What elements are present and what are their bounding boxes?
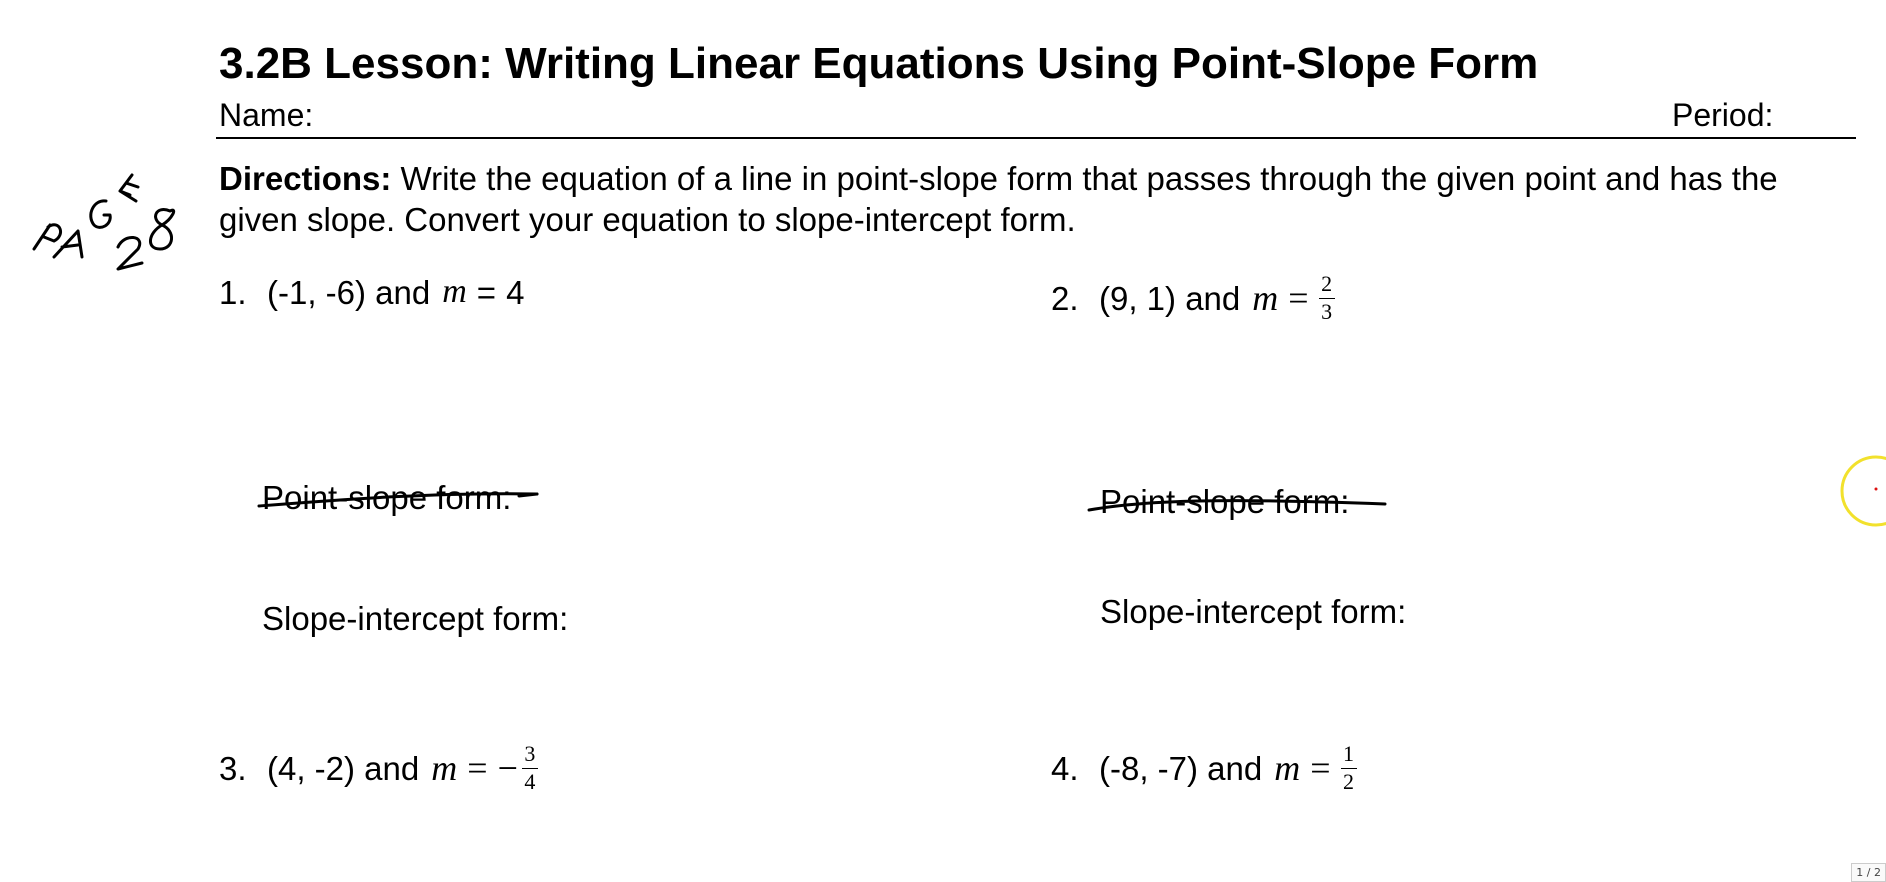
slope-value: 4 [506, 273, 525, 311]
slope-fraction [522, 743, 538, 793]
handwritten-page-note [20, 145, 180, 275]
problem-3 [219, 738, 538, 798]
header-rule [216, 137, 1856, 139]
page-indicator: 1 / 2 [1851, 863, 1886, 882]
fraction-denominator: 2 [1343, 769, 1355, 794]
point-slope-label: Point-slope form: [262, 479, 512, 516]
equals-sign: = [1288, 278, 1309, 318]
slope-variable: m [1274, 748, 1301, 788]
directions [219, 158, 1849, 240]
directions-heading: Directions: [219, 160, 392, 197]
cursor-dot [1875, 488, 1878, 491]
problem-point: (-8, -7) and [1099, 749, 1263, 787]
directions-text: Write the equation of a line in point-slope form that passes through the given point and has the given slope. Convert your equation to slope-intercept form. [219, 160, 1778, 238]
problem-number: 4. [1051, 749, 1079, 787]
fraction-denominator: 3 [1321, 299, 1333, 324]
problem-point: (-1, -6) and [267, 273, 431, 311]
fraction-numerator: 2 [1321, 271, 1333, 296]
point-slope-label: Point-slope form: [1100, 483, 1350, 520]
slope-fraction [1341, 743, 1357, 793]
problem-1 [219, 272, 524, 312]
slope-variable: m [431, 748, 458, 788]
name-label: Name: [219, 97, 314, 133]
problem-4 [1051, 738, 1357, 798]
problem-number: 1. [219, 273, 247, 311]
problem-number: 3. [219, 749, 247, 787]
cursor-ring [1842, 457, 1886, 525]
equals-sign: = [476, 273, 497, 311]
slope-variable: m [442, 273, 467, 310]
cursor-highlight-icon [1838, 454, 1886, 530]
slope-intercept-label: Slope-intercept form: [262, 600, 569, 637]
equals-sign: = [1310, 748, 1331, 788]
point-slope-strikethrough [255, 479, 545, 516]
page-title: 3.2B Lesson: Writing Linear Equations Using Point-Slope Form [219, 39, 1539, 88]
fraction-denominator: 4 [524, 769, 536, 794]
slope-variable: m [1252, 278, 1279, 318]
negative-sign: − [497, 748, 518, 788]
fraction-numerator: 1 [1343, 741, 1355, 766]
slope-intercept-label: Slope-intercept form: [1100, 593, 1407, 630]
point-slope-strikethrough [1085, 488, 1390, 518]
problem-point: (4, -2) and [267, 749, 420, 787]
problem-number: 2. [1051, 279, 1079, 317]
slope-fraction [1319, 273, 1335, 323]
period-label: Period: [1672, 97, 1774, 133]
equals-sign: = [467, 748, 488, 788]
fraction-numerator: 3 [524, 741, 536, 766]
problem-2 [1051, 268, 1335, 328]
problem-point: (9, 1) and [1099, 279, 1241, 317]
